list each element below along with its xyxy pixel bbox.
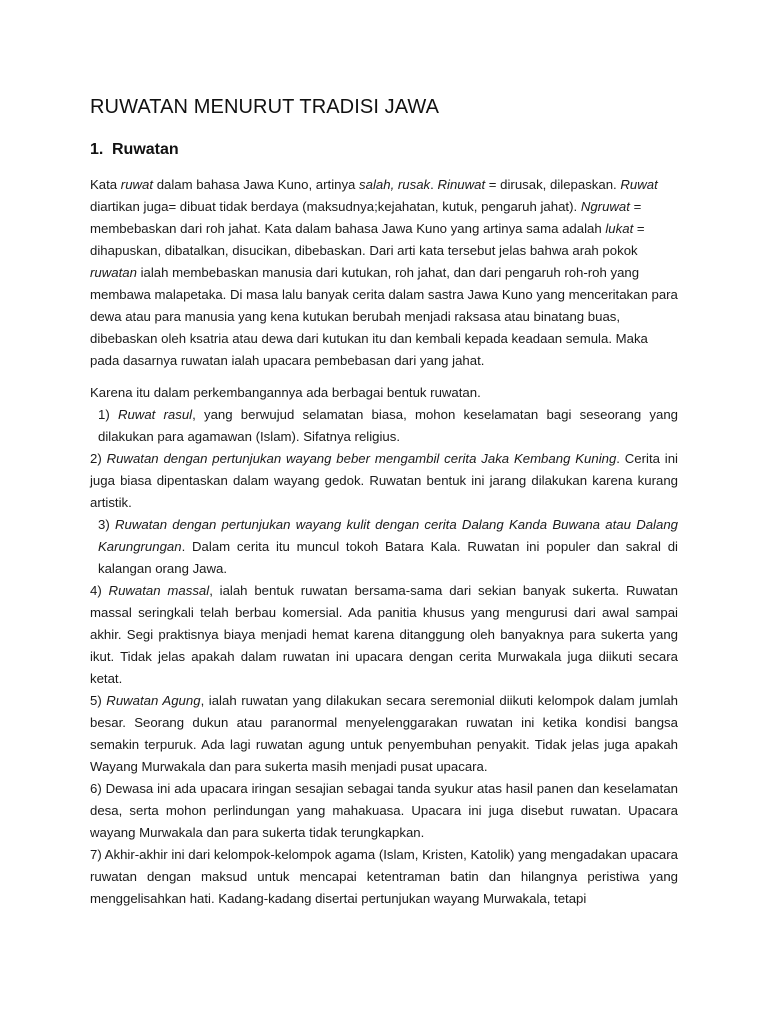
text-run: . [430,177,438,192]
text-run: Kata [90,177,121,192]
text-run: 5) [90,693,107,708]
italic-term: ruwatan [90,265,137,280]
list-item [90,514,678,580]
italic-term: Ruwatan dengan pertunjukan wayang beber mengambil cerita Jaka Kembang Kuning [106,451,617,466]
section-heading [90,141,179,159]
intro-paragraph [90,174,678,372]
text-run: ialah membebaskan manusia dari kutukan, roh jahat, dan dari pengaruh roh-roh yang membawa malapetaka. Di masa lalu banyak cerita dalam sastra Jawa Kuno yang menceritakan para dewa atau para manusia yang kena kutukan berubah menjadi raksasa atau binatang buas, dibebaskan oleh ksatria atau dewa dari kutukan itu dan kembali kepada keadaan semula. Maka pada dasarnya ruwatan ialah upacara pembebasan dari yang jahat. [90,265,678,368]
list-item [90,580,678,690]
text-run: diartikan juga= dibuat tidak berdaya (maksudnya;kejahatan, kutuk, pengaruh jahat). [90,199,581,214]
text-run: , yang berwujud selamatan biasa, mohon keselamatan bagi seseorang yang dilakukan para agamawan (Islam). Sifatnya religius. [98,407,678,444]
text-run: 3) [98,517,115,532]
italic-term: lukat [605,221,634,236]
italic-term: ruwat [120,177,154,192]
document-title: RUWATAN MENURUT TRADISI JAWA [90,96,440,118]
italic-term: Ruwat [620,177,658,192]
list-item [90,844,678,910]
text-run: 4) [90,583,109,598]
list-item [90,778,678,844]
text-run: = dihapuskan, dibatalkan, disucikan, dibebaskan. Dari arti kata tersebut jelas bahwa arah pokok [90,221,645,258]
text-run: = membebaskan dari roh jahat. Kata dalam bahasa Jawa Kuno yang artinya sama adalah [90,199,642,236]
text-run: , ialah ruwatan yang dilakukan secara seremonial diikuti kelompok dalam jumlah besar. Seorang dukun atau paranormal menyelenggarakan ruwatan ini ketika kondisi bangsa semakin terpuruk. Ada lagi ruwatan agung untuk penyembuhan penyakit. Tidak jelas juga apakah Wayang Murwakala dan para sukerta masih menjadi pusat upacara. [90,693,678,774]
list-item [90,448,678,514]
ruwatan-list [90,404,678,910]
list-item [90,690,678,778]
italic-term: salah, rusak [359,177,431,192]
list-lead: Karena itu dalam perkembangannya ada berbagai bentuk ruwatan. [90,385,481,400]
text-run: 1) [98,407,118,422]
document-body [90,174,678,910]
text-run: 2) [90,451,107,466]
text-run: . Dalam cerita itu muncul tokoh Batara Kala. Ruwatan ini populer dan sakral di kalangan orang Jawa. [98,539,678,576]
section-number: 1. [90,141,104,158]
italic-term: Ruwat rasul [117,407,193,422]
text-run: . Cerita ini juga biasa dipentaskan dalam wayang gedok. Ruwatan bentuk ini jarang dilakukan karena kurang artistik. [90,451,678,510]
italic-term: Ngruwat [580,199,630,214]
text-run: , ialah bentuk ruwatan bersama-sama dari sekian banyak sukerta. Ruwatan massal seringkali telah berbau komersial. Ada panitia khusus yang mengurusi dari awal sampai akhir. Segi praktisnya biaya menjadi hemat karena ditanggung oleh banyaknya para sukerta yang ikut. Tidak jelas apakah dalam ruwatan ini upacara dengan cerita Murwakala juga diikuti secara ketat. [90,583,679,686]
italic-term: Ruwatan dengan pertunjukan wayang kulit dengan cerita Dalang Kanda Buwana atau Dalang Karungrungan [98,517,678,554]
italic-term: Ruwatan Agung [106,693,201,708]
text-run: 7) Akhir-akhir ini dari kelompok-kelompok agama (Islam, Kristen, Katolik) yang mengadakan upacara ruwatan dengan maksud untuk mencapai ketentraman batin dan hilangnya peristiwa yang menggelisahkan hati. Kadang-kadang disertai pertunjukan wayang Murwakala, tetapi [90,847,678,906]
list-item [90,404,678,448]
text-run: = dirusak, dilepaskan. [485,177,621,192]
text-run: dalam bahasa Jawa Kuno, artinya [153,177,360,192]
italic-term: Ruwatan massal [108,583,210,598]
italic-term: Rinuwat [437,177,486,192]
section-label: Ruwatan [112,141,179,158]
text-run: 6) Dewasa ini ada upacara iringan sesajian sebagai tanda syukur atas hasil panen dan keselamatan desa, serta mohon perlindungan yang mahakuasa. Upacara ini juga disebut ruwatan. Upacara wayang Murwakala dan para sukerta tidak terungkapkan. [90,781,678,840]
